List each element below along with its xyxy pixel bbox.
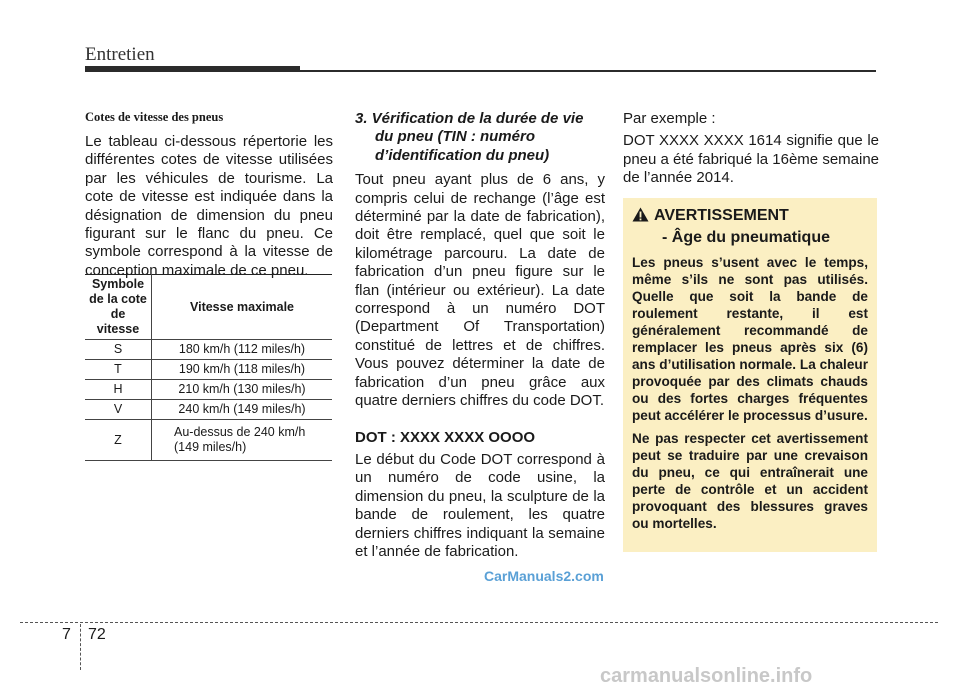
section-title-tire-age: 3. Vérification de la durée de vie du pneu (TIN : numéro d’identification du pneu) xyxy=(355,110,584,164)
header-symbol: Symbole de la cote de vitesse xyxy=(85,275,152,340)
example-label: Par exemple : xyxy=(623,110,716,127)
dot-code-heading: DOT : XXXX XXXX OOOO xyxy=(355,428,536,446)
warning-heading xyxy=(632,206,868,228)
example-text: DOT XXXX XXXX 1614 signifie que le pneu a été fabriqué la 16ème semaine de l’année 2014. xyxy=(623,132,880,187)
column-left xyxy=(85,110,333,280)
symbol-cell: Z xyxy=(85,420,152,461)
symbol-cell: T xyxy=(85,360,152,380)
speed-cell: 240 km/h (149 miles/h) xyxy=(152,400,333,420)
speed-cell: 210 km/h (130 miles/h) xyxy=(152,380,333,400)
warning-box xyxy=(623,198,877,552)
warning-title: AVERTISSEMENT xyxy=(654,207,789,224)
table-row xyxy=(85,420,332,461)
speed-ratings-paragraph: Le tableau ci-dessous répertorie les différentes cotes de vitesse utilisées par les véhicules de tourisme. La cote de vitesse est indiquée dans la désignation de dimension du pneu figurant sur le flanc du pneu. Ce symbole correspond à la vitesse de conception maximale de ce pneu. xyxy=(85,133,333,279)
speed-cell: Au-dessus de 240 km/h (149 miles/h) xyxy=(152,420,333,461)
symbol-cell: V xyxy=(85,400,152,420)
warning-triangle-icon xyxy=(632,207,649,228)
table-row xyxy=(85,380,332,400)
table-header-row xyxy=(85,275,332,340)
speed-cell: 190 km/h (118 miles/h) xyxy=(152,360,333,380)
warning-paragraph-1: Les pneus s’usent avec le temps, même s’ils ne sont pas utilisés. Quelle que soit la bande de roulement restante, il est généralement recommandé de remplacer les pneus après six (6) ans d’utilisation normale. La chaleur provoquée par des climats chauds ou des fortes charges fréquentes peut accélérer le processus d’usure. xyxy=(632,255,868,423)
header-rule-thin xyxy=(300,70,876,72)
column-right xyxy=(623,110,879,188)
header-rule-thick xyxy=(85,66,300,72)
header-max-speed: Vitesse maximale xyxy=(152,275,333,340)
table-row xyxy=(85,340,332,360)
speed-rating-table xyxy=(85,274,332,461)
table-row xyxy=(85,360,332,380)
site-watermark: carmanualsonline.info xyxy=(600,665,813,687)
footer-page-number: 72 xyxy=(88,626,106,643)
carmanuals-watermark: CarManuals2.com xyxy=(484,568,604,584)
warning-paragraph-2: Ne pas respecter cet avertissement peut se traduire par une crevaison du pneu, ce qui entraînerait une perte de contrôle et un accident provoquant des blessures graves ou mortelles. xyxy=(632,431,868,531)
symbol-cell: S xyxy=(85,340,152,360)
table-row xyxy=(85,400,332,420)
warning-subtitle: - Âge du pneumatique xyxy=(662,229,830,246)
column-middle xyxy=(355,110,605,561)
section-title-speed-ratings: Cotes de vitesse des pneus xyxy=(85,110,224,124)
speed-cell: 180 km/h (112 miles/h) xyxy=(152,340,333,360)
footer-chapter-number: 7 xyxy=(62,626,71,643)
dot-code-paragraph: Le début du Code DOT correspond à un numéro de code usine, la dimension du pneu, la sculpture de la bande de roulement, les quatre derniers chiffres indiquant la semaine et l’année de fabrication. xyxy=(355,450,605,560)
footer-vertical-dashed-rule xyxy=(80,624,81,670)
footer-dashed-rule xyxy=(20,622,938,623)
page-header-title: Entretien xyxy=(85,44,155,65)
tire-age-paragraph: Tout pneu ayant plus de 6 ans, y compris celui de rechange (l’âge est déterminé par la date de fabrication), doit être remplacé, quel que soit le kilométrage parcouru. La date de fabrication d’un pneu figure sur le flan (intérieur ou extérieur). La date correspond à un numéro DOT (Department Of Transportation) constitué de lettres et de chiffres. Vous pouvez déterminer la date de fabrication d’un pneu grâce aux quatre derniers chiffres du code DOT. xyxy=(355,171,605,410)
symbol-cell: H xyxy=(85,380,152,400)
